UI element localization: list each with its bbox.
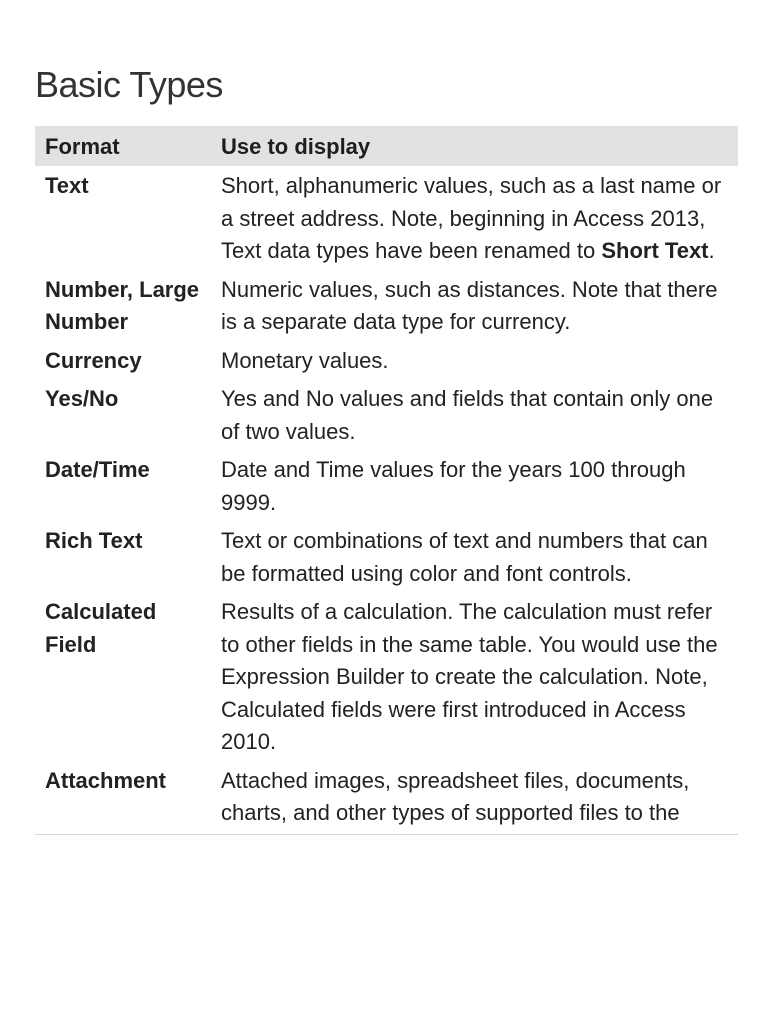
description-trailing-text: .	[708, 238, 715, 263]
description-cell	[211, 166, 738, 272]
basic-types-table	[35, 126, 738, 835]
format-cell: Rich Text	[45, 528, 143, 553]
description-text: Short, alphanumeric values, such as a last name or a street address. Note, beginning in Access 2013, Text data types have been renamed to	[221, 173, 722, 263]
table-row	[35, 452, 738, 523]
format-cell: Currency	[45, 347, 142, 373]
description-cell: Text or combinations of text and numbers that can be formatted using color and font controls.	[221, 528, 708, 586]
table-row	[35, 343, 738, 382]
description-bold-text: Short Text	[601, 238, 709, 263]
description-cell: Attached images, spreadsheet files, documents, charts, and other types of supported files to the	[221, 767, 690, 825]
format-cell: Text	[45, 173, 89, 198]
table-row	[35, 594, 738, 763]
table-row	[35, 763, 738, 835]
format-cell: Date/Time	[45, 457, 150, 482]
table-row	[35, 523, 738, 594]
format-cell: Calculated Field	[45, 599, 157, 657]
table-header-row	[35, 126, 738, 166]
description-cell: Numeric values, such as distances. Note that there is a separate data type for currency.	[221, 276, 718, 334]
format-cell: Yes/No	[45, 386, 119, 411]
header-format: Format	[35, 126, 211, 166]
format-cell: Number, Large Number	[45, 276, 200, 334]
description-cell: Date and Time values for the years 100 through 9999.	[221, 457, 686, 515]
format-cell: Attachment	[45, 767, 167, 793]
table-row	[35, 272, 738, 343]
description-cell: Monetary values.	[221, 347, 389, 373]
page-title: Basic Types	[35, 64, 223, 105]
header-use-to-display: Use to display	[211, 126, 738, 166]
description-cell: Yes and No values and fields that contain only one of two values.	[221, 386, 714, 444]
description-cell: Results of a calculation. The calculation must refer to other fields in the same table. You would use the Expression Builder to create the calculation. Note, Calculated fields were first introduced in Access 2010.	[221, 599, 718, 754]
table-row	[35, 166, 738, 272]
table-row	[35, 381, 738, 452]
